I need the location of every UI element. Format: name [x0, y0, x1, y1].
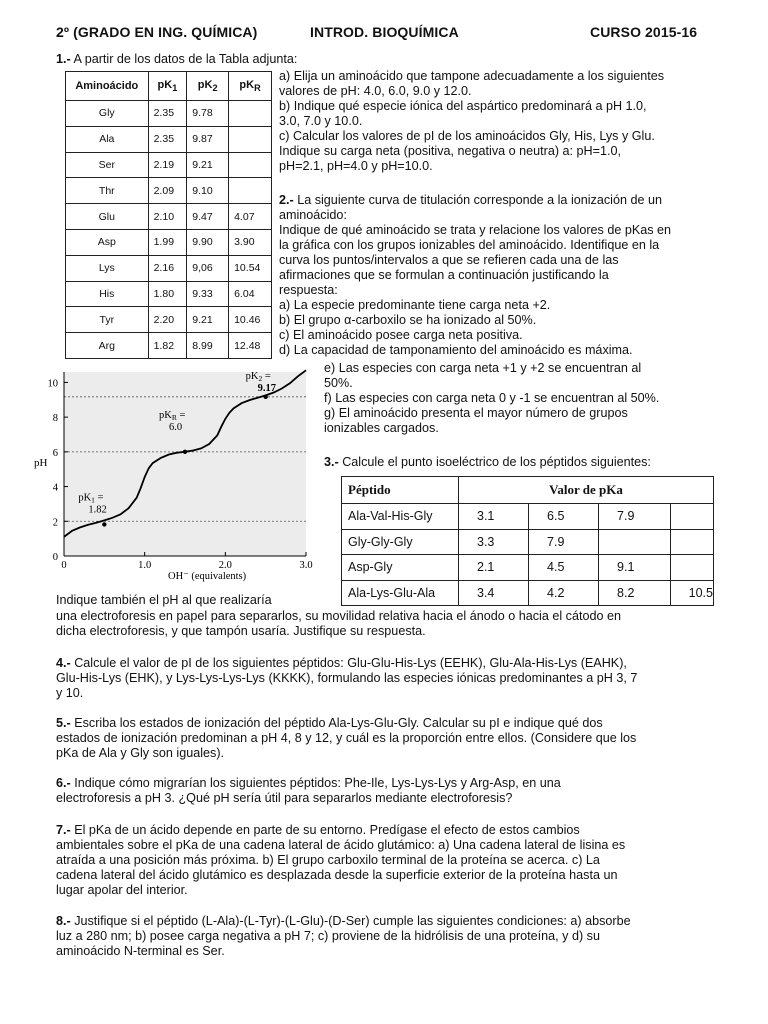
q8-number: 8.-	[56, 914, 71, 928]
subject-header: INTROD. BIOQUÍMICA	[310, 24, 459, 40]
aa-value-cell: 1.80	[148, 281, 187, 307]
aa-value-cell: 9.21	[187, 307, 229, 333]
aa-value-cell	[229, 126, 272, 152]
aa-value-cell: 2.09	[148, 178, 187, 204]
q6-number: 6.-	[56, 776, 71, 790]
q1-line: Indique su carga neta (positiva, negativa o neutra) a: pH=1.0,	[279, 144, 621, 158]
q7-line: ambientales sobre el pKa de una cadena lateral de ácido glutámico: a) Una cadena lateral de lisina es	[56, 838, 626, 852]
aa-name-cell: Tyr	[66, 307, 149, 333]
aa-value-cell: 4.07	[229, 204, 272, 230]
pka-point	[183, 450, 187, 454]
pka-value-cell: 7.9	[599, 504, 671, 530]
y-tick-label: 0	[52, 552, 58, 563]
y-tick-label: 6	[52, 447, 58, 459]
q4-number: 4.-	[56, 656, 71, 670]
aa-value-cell: 3.90	[229, 229, 272, 255]
q6-text: 6.- Indique cómo migrarían los siguientes péptidos: Phe-Ile, Lys-Lys-Lys y Arg-Asp, en una electroforesis a pH 3. ¿Qué pH sería útil para separarlos mediante electroforesis?	[56, 776, 561, 805]
peptide-pka-table	[341, 476, 714, 606]
aa-name-cell: Gly	[66, 101, 149, 127]
aa-table-row	[66, 281, 272, 307]
pka-value-label: 9.17	[257, 382, 277, 394]
year-header: CURSO 2015-16	[590, 24, 698, 40]
aa-table-row	[66, 255, 272, 281]
aa-value-cell: 2.35	[148, 101, 187, 127]
y-tick-label: 2	[52, 517, 58, 529]
aa-value-cell: 9.87	[187, 126, 229, 152]
q1-number: 1.-	[56, 52, 71, 66]
aa-value-cell: 9.33	[187, 281, 229, 307]
aa-name-cell: His	[66, 281, 149, 307]
pep-header-peptide: Péptido	[342, 477, 459, 504]
q8-line: aminoácido N-terminal es Ser.	[56, 944, 225, 958]
pka-value-label: 6.0	[169, 421, 183, 433]
pka-label: pKR =	[159, 409, 186, 422]
q4-text: 4.- Calcule el valor de pI de los siguientes péptidos: Glu-Glu-His-Lys (EEHK), Glu-Ala-His-Lys (EAHK), Glu-His-Lys (EHK), y Lys-Lys-Lys-Lys (KKKK), formulando las especies iónicas predominantes a pH 3, 7 y 10.	[56, 656, 638, 700]
q2-line: e) Las especies con carga neta +1 y +2 se encuentran al	[324, 361, 642, 375]
q2-line: la gráfica con los grupos ionizables del aminoácido. Identifique en la	[279, 238, 660, 252]
aa-value-cell: 2.16	[148, 255, 187, 281]
x-tick-label: 1.0	[138, 560, 152, 571]
q1-text	[279, 69, 714, 174]
pka-value-cell	[670, 529, 713, 555]
q2-line: d) La capacidad de tamponamiento del aminoácido es máxima.	[279, 343, 633, 357]
q6-line: electroforesis a pH 3. ¿Qué pH sería útil para separarlos mediante electroforesis?	[56, 791, 513, 805]
q3-continuation	[56, 609, 621, 639]
q1-intro	[56, 52, 297, 66]
x-tick-label: 2.0	[218, 560, 232, 571]
pep-table-row	[342, 580, 714, 606]
q1-line: valores de pH: 4.0, 6.0, 9.0 y 12.0.	[279, 84, 472, 98]
pka-point	[263, 395, 267, 399]
q2-line: g) El aminoácido presenta el mayor número de grupos	[324, 406, 628, 420]
aa-value-cell: 2.20	[148, 307, 187, 333]
q2-line: aminoácido:	[279, 208, 347, 222]
aa-value-cell: 8.99	[187, 333, 229, 359]
pep-header-pka: Valor de pKa	[459, 477, 714, 504]
pep-table-header-row	[342, 477, 714, 504]
aa-value-cell: 6.04	[229, 281, 272, 307]
q2-line: respuesta:	[279, 283, 338, 297]
aa-name-cell: Lys	[66, 255, 149, 281]
q2-line: 50%.	[324, 376, 353, 390]
aa-table-row	[66, 101, 272, 127]
aa-value-cell: 9,06	[187, 255, 229, 281]
pep-table-row	[342, 504, 714, 530]
pka-value-cell: 8.2	[599, 580, 671, 606]
pka-value-cell	[670, 504, 713, 530]
q5-number: 5.-	[56, 716, 71, 730]
aa-value-cell	[229, 178, 272, 204]
pka-value-cell: 6.5	[529, 504, 599, 530]
pka-value-cell: 7.9	[529, 529, 599, 555]
q2-line: Indique de qué aminoácido se trata y relacione los valores de pKas en	[279, 223, 672, 237]
aa-name-cell: Ala	[66, 126, 149, 152]
q5-text: 5.- Escriba los estados de ionización del péptido Ala-Lys-Glu-Gly. Calcular su pI e indique qué dos estados de ionización predominan a pH 4, 8 y 12, y cuál es la proporción entre ellos. (Considere que los pKa de Ala y Gly son iguales).	[56, 716, 637, 760]
pka-value-label: 1.82	[88, 504, 107, 516]
pka-value-cell: 4.5	[529, 555, 599, 581]
y-axis-label: pH	[34, 457, 48, 469]
aa-value-cell: 9.10	[187, 178, 229, 204]
q3-number: 3.-	[324, 455, 339, 469]
aa-value-cell: 2.35	[148, 126, 187, 152]
aa-value-cell: 9.47	[187, 204, 229, 230]
aa-table-row	[66, 204, 272, 230]
aa-value-cell: 12.48	[229, 333, 272, 359]
pka-value-cell: 9.1	[599, 555, 671, 581]
q2-line: c) El aminoácido posee carga neta positiva.	[279, 328, 523, 342]
q8-line: luz a 280 nm; b) posee carga negativa a pH 7; c) proviene de la hidrólisis de una proteína, y d) su	[56, 929, 600, 943]
q2-number: 2.-	[279, 193, 294, 207]
q2-text-continued	[324, 361, 716, 436]
q3-line: una electroforesis en papel para separarlos, su movilidad relativa hacia el ánodo o hacia el cátodo en	[56, 609, 621, 623]
aa-name-cell: Thr	[66, 178, 149, 204]
q2-first-line: 2.- La siguiente curva de titulación corresponde a la ionización de un	[279, 193, 662, 207]
q7-line: atraída a una posición más próxima. b) El grupo carboxilo terminal de la proteína se acerca. c) La	[56, 853, 600, 867]
aa-header-pk1: $pK_1$	[148, 72, 187, 101]
q7-line: lugar apolar del interior.	[56, 883, 188, 897]
aa-value-cell: 2.10	[148, 204, 187, 230]
aa-name-cell: Arg	[66, 333, 149, 359]
q1-line: b) Indique qué especie iónica del aspártico predominará a pH 1.0,	[279, 99, 647, 113]
pep-table-body	[342, 504, 714, 606]
pka-label: pK2 =	[245, 370, 271, 383]
course-header: 2º (GRADO EN ING. QUÍMICA)	[56, 24, 258, 40]
aa-table-header-row	[66, 72, 272, 101]
plot-area	[64, 372, 306, 556]
aa-value-cell: 9.21	[187, 152, 229, 178]
aa-value-cell: 10.46	[229, 307, 272, 333]
aa-value-cell	[229, 101, 272, 127]
pka-value-cell: 2.1	[459, 555, 529, 581]
q1-line: pH=2.1, pH=4.0 y pH=10.0.	[279, 159, 433, 173]
q8-text: 8.- Justifique si el péptido (L-Ala)-(L-Tyr)-(L-Glu)-(D-Ser) cumple las siguientes condiciones: a) absorbe luz a 280 nm; b) posee carga negativa a pH 7; c) proviene de la hidrólisis de una proteína, y d) su aminoácido N-terminal es Ser.	[56, 914, 631, 958]
peptide-name-cell: Ala-Val-His-Gly	[342, 504, 459, 530]
aa-table-body	[66, 101, 272, 359]
q2-line: ionizables cargados.	[324, 421, 439, 435]
aa-table-row	[66, 126, 272, 152]
q2-text	[279, 193, 719, 358]
q4-line: y 10.	[56, 686, 84, 700]
peptide-name-cell: Asp-Gly	[342, 555, 459, 581]
q2-line: curva los puntos/intervalos a que se refieren cada una de las	[279, 253, 619, 267]
peptide-name-cell: Ala-Lys-Glu-Ala	[342, 580, 459, 606]
q3-line: dicha electroforesis, y que tampón usaría. Justifique su respuesta.	[56, 624, 426, 638]
q2-line: afirmaciones que se formulan a continuación justificando la	[279, 268, 609, 282]
x-axis-label: OH⁻ (equivalents)	[168, 571, 247, 582]
aa-value-cell: 1.82	[148, 333, 187, 359]
q2-line: f) Las especies con carga neta 0 y -1 se encuentran al 50%.	[324, 391, 660, 405]
y-tick-label: 10	[47, 378, 58, 390]
pka-value-cell: 3.1	[459, 504, 529, 530]
amino-acid-pka-table	[65, 71, 272, 359]
pka-value-cell: 3.4	[459, 580, 529, 606]
q7-line: cadena lateral del ácido glutámico es desplazada desde la superficie exterior de la proteína hasta un	[56, 868, 618, 882]
q2-line: b) El grupo α-carboxilo se ha ionizado al 50%.	[279, 313, 537, 327]
q1-line: 3.0, 7.0 y 10.0.	[279, 114, 363, 128]
pka-value-cell	[599, 529, 671, 555]
pka-value-cell: 10.5	[670, 580, 713, 606]
aa-header-pk2: $pK_2$	[187, 72, 229, 101]
q1-line: c) Calcular los valores de pI de los aminoácidos Gly, His, Lys y Glu.	[279, 129, 655, 143]
aa-name-cell: Glu	[66, 204, 149, 230]
aa-table-row	[66, 152, 272, 178]
y-tick-label: 8	[52, 413, 58, 425]
aa-value-cell: 9.90	[187, 229, 229, 255]
titration-curve-chart	[28, 368, 324, 584]
q7-text: 7.- El pKa de un ácido depende en parte de su entorno. Predígase el efecto de estos cambios ambientales sobre el pKa de una cadena lateral de ácido glutámico: a) Una cadena lateral de lisina es atraída a una posición más próxima. b) El grupo carboxilo terminal de la proteína se acerca. c) La cadena lateral del ácido glutámico es desplazada desde la superficie exterior de la proteína hasta un lugar apolar del interior.	[56, 823, 626, 897]
aa-value-cell: 9.78	[187, 101, 229, 127]
aa-header-pkr: $pK_R$	[229, 72, 272, 101]
pep-table-row	[342, 555, 714, 581]
q1-intro-text: A partir de los datos de la Tabla adjunta:	[73, 52, 298, 66]
x-tick-label: 0	[61, 560, 67, 571]
aa-value-cell: 10.54	[229, 255, 272, 281]
q4-line: Glu-His-Lys (EHK), y Lys-Lys-Lys-Lys (KKKK), formulando las especies iónicas predominantes a pH 3, 7	[56, 671, 638, 685]
pka-label: pK1 =	[78, 492, 104, 505]
pka-value-cell	[670, 555, 713, 581]
pka-point	[102, 522, 106, 526]
aa-table-row	[66, 307, 272, 333]
q1-line: a) Elija un aminoácido que tampone adecuadamente a los siguientes	[279, 69, 665, 83]
q7-number: 7.-	[56, 823, 71, 837]
aa-name-cell: Asp	[66, 229, 149, 255]
q5-line: pKa de Ala y Gly son iguales).	[56, 746, 225, 760]
q2-line: a) La especie predominante tiene carga neta +2.	[279, 298, 551, 312]
aa-table-row	[66, 178, 272, 204]
aa-value-cell	[229, 152, 272, 178]
q5-line: estados de ionización predominan a pH 4, 8 y 12, y cuál es la proporción entre ellos. (Considere que los	[56, 731, 637, 745]
aa-name-cell: Ser	[66, 152, 149, 178]
q3-continuation-first: Indique también el pH al que realizaría	[56, 593, 272, 607]
aa-table-row	[66, 229, 272, 255]
aa-value-cell: 2.19	[148, 152, 187, 178]
pka-value-cell: 4.2	[529, 580, 599, 606]
pep-table-row	[342, 529, 714, 555]
pka-value-cell: 3.3	[459, 529, 529, 555]
y-tick-label: 4	[52, 482, 58, 494]
aa-value-cell: 1.99	[148, 229, 187, 255]
x-tick-label: 3.0	[299, 560, 313, 571]
aa-header-name: Aminoácido	[66, 72, 149, 101]
aa-table-row	[66, 333, 272, 359]
peptide-name-cell: Gly-Gly-Gly	[342, 529, 459, 555]
q3-text: 3.- Calcule el punto isoeléctrico de los péptidos siguientes:	[324, 455, 651, 469]
